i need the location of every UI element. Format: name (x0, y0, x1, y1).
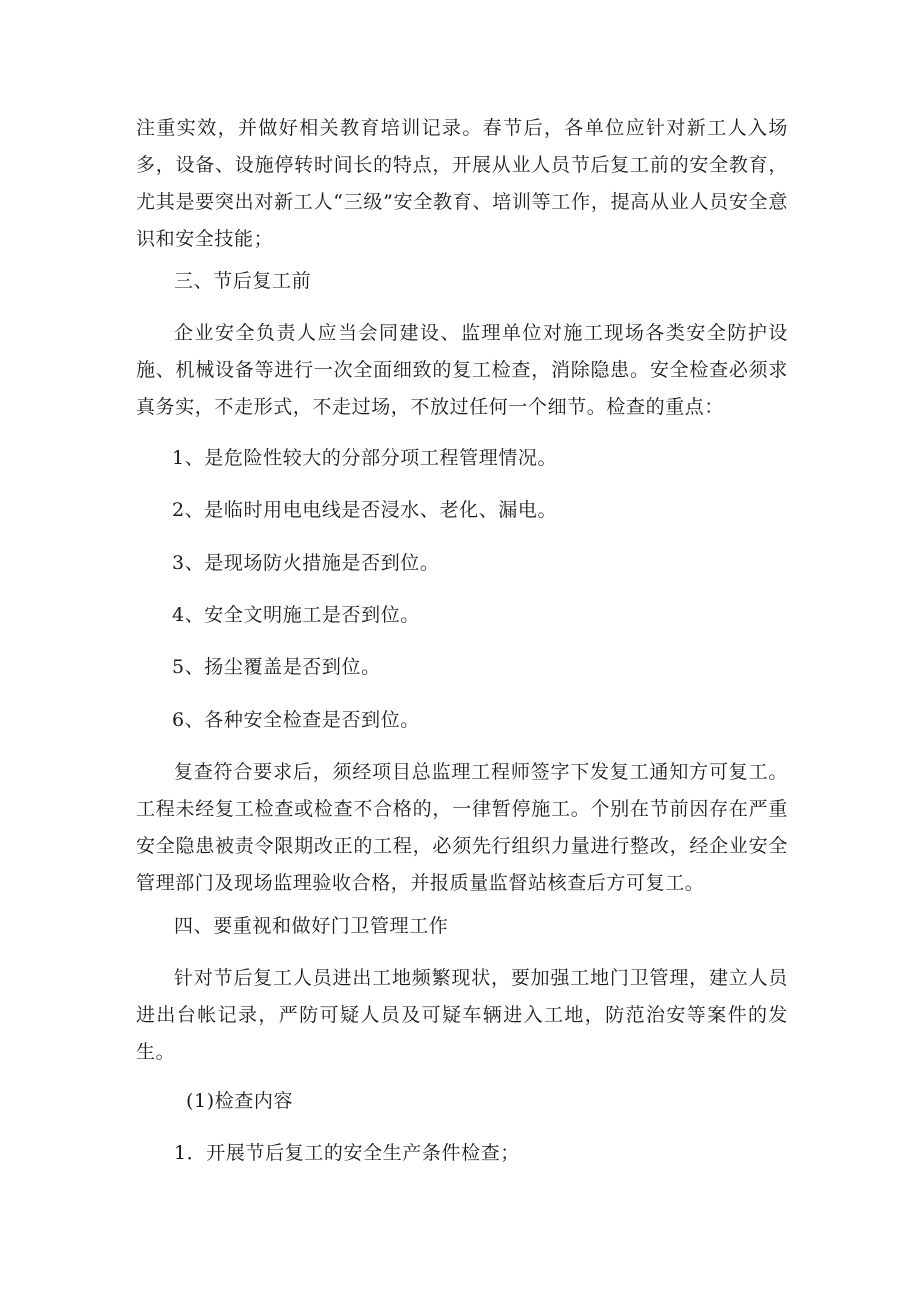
paragraph-resumption-approval: 复查符合要求后，须经项目总监理工程师签字下发复工通知方可复工。工程未经复工检查或检查不合格的，一律暂停施工。个别在节前因存在严重安全隐患被责令限期改正的工程，必须先行组织力量进行整改，经企业安全管理部门及现场监理验收合格，并报质量监督站核查后方可复工。 (136, 761, 788, 894)
list-item: 2、是临时用电电线是否浸水、老化、漏电。 (172, 499, 558, 521)
list-item: 1、是危险性较大的分部分项工程管理情况。 (172, 447, 558, 469)
list-item: 3、是现场防火措施是否到位。 (172, 552, 440, 574)
list-item: 6、各种安全检查是否到位。 (172, 709, 420, 731)
list-item: 4、安全文明施工是否到位。 (172, 604, 420, 626)
subheading-inspection-content: (1)检查内容 (186, 1090, 294, 1112)
paragraph-safety-inspection: 企业安全负责人应当会同建设、监理单位对施工现场各类安全防护设施、机械设备等进行一次全面细致的复工检查，消除隐患。安全检查必须求真务实，不走形式，不走过场，不放过任何一个细节。检查的重点： (136, 322, 788, 418)
paragraph-education-training: 注重实效，并做好相关教育培训记录。春节后，各单位应针对新工人入场多，设备、设施停转时间长的特点，开展从业人员节后复工前的安全教育，尤其是要突出对新工人“三级”安全教育、培训等工作，提高从业人员安全意识和安全技能； (136, 117, 788, 250)
section-heading-gate-management: 四、要重视和做好门卫管理工作 (174, 915, 449, 937)
paragraph-gate-control: 针对节后复工人员进出工地频繁现状，要加强工地门卫管理，建立人员进出台帐记录，严防可疑人员及可疑车辆进入工地，防范治安等案件的发生。 (136, 967, 788, 1063)
numbered-item: 1．开展节后复工的安全生产条件检查； (174, 1142, 520, 1164)
section-heading-before-resumption: 三、节后复工前 (174, 270, 312, 292)
list-item: 5、扬尘覆盖是否到位。 (172, 656, 381, 678)
